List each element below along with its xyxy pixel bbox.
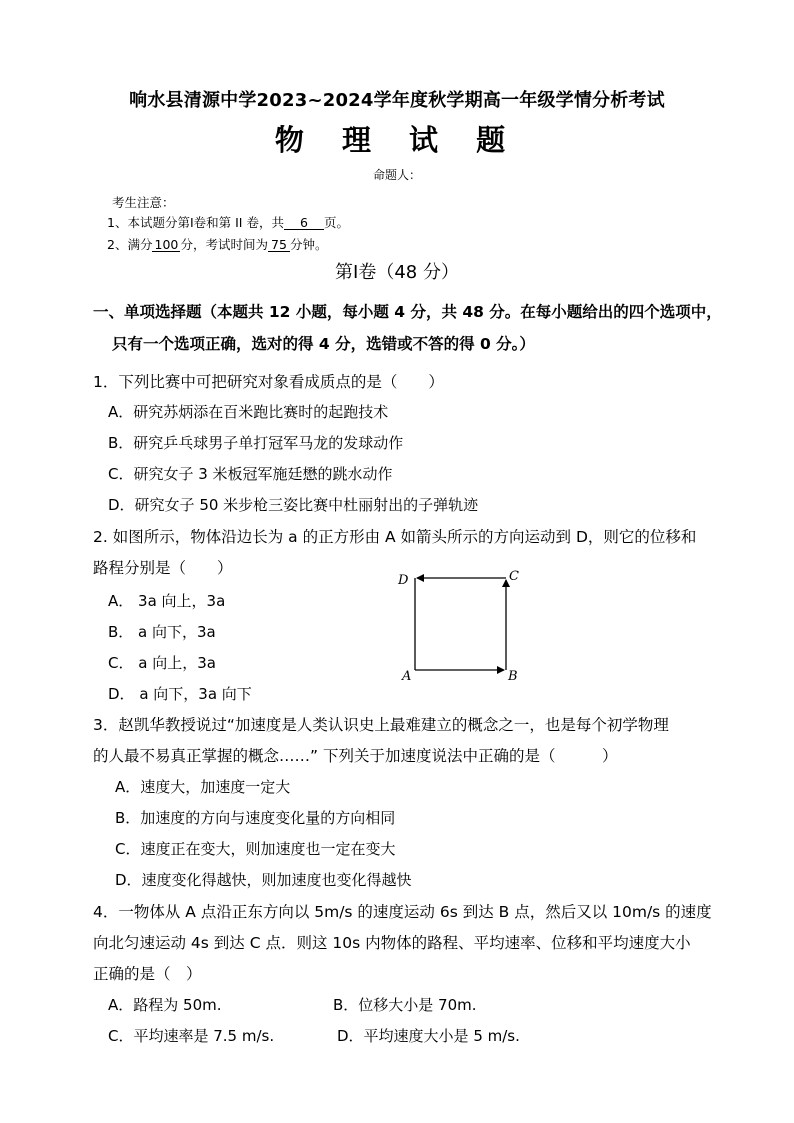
notes-line-1-post: 页。 (323, 215, 349, 230)
vertex-label-b: B (508, 669, 518, 684)
notes-line-2-pre: 2、满分 (107, 237, 153, 252)
question-3-option-d: D．速度变化得越快，则加速度也变化得越快 (115, 871, 412, 889)
notes-line-2 (107, 235, 327, 253)
author-line: 命题人： (372, 168, 421, 182)
notes-line-1 (107, 213, 349, 231)
question-2-option-c: C． a 向上，3a (108, 654, 216, 672)
vertex-label-a: A (402, 669, 412, 684)
question-4-option-a: A．路程为 50m. (108, 996, 222, 1014)
question-1-option-a: A．研究苏炳添在百米跑比赛时的起跑技术 (108, 403, 389, 421)
notes-line-2-post: 分钟。 (289, 237, 328, 252)
vertex-label-d: D (398, 573, 409, 588)
question-4-stem-line-2: 向北匀速运动 4s 到达 C 点．则这 10s 内物体的路程、平均速率、位移和平均速度大小 (93, 934, 691, 952)
notes-line-1-pre: 1、本试题分第Ⅰ卷和第 II 卷，共 (107, 215, 284, 230)
full-score-value: 100 (152, 238, 180, 252)
question-3-option-c: C．速度正在变大，则加速度也一定在变大 (115, 840, 396, 858)
square-path-diagram (390, 564, 530, 686)
page-count-value: 6 (284, 216, 324, 230)
notes-line-2-mid: 分，考试时间为 (180, 237, 268, 252)
question-2-option-d: D． a 向下，3a 向下 (108, 685, 252, 703)
question-2-stem-line-2: 路程分别是（ ） (93, 559, 233, 577)
question-4-option-b: B．位移大小是 70m. (333, 996, 477, 1014)
question-4-stem-line-1: 4．一物体从 A 点沿正东方向以 5m/s 的速度运动 6s 到达 B 点，然后又以 10m/s 的速度 (93, 903, 712, 921)
section-instruction-line-2: 只有一个选项正确，选对的得 4 分，选错或不答的得 0 分。） (112, 335, 535, 353)
notes-heading: 考生注意： (112, 195, 175, 210)
section-title: 第Ⅰ卷（48 分） (335, 262, 459, 283)
question-3-stem-line-1: 3．赵凯华教授说过“加速度是人类认识史上最难建立的概念之一，也是每个初学物理 (93, 716, 669, 734)
section-instruction-line-1: 一、单项选择题（本题共 12 小题，每小题 4 分，共 48 分。在每小题给出的四个选项中， (93, 303, 722, 321)
time-limit-value: 75 (268, 238, 290, 252)
question-4-stem-line-3: 正确的是（ ） (93, 965, 202, 983)
question-4-option-c: C．平均速率是 7.5 m/s. (108, 1027, 275, 1045)
question-1-option-c: C．研究女子 3 米板冠军施廷懋的跳水动作 (108, 465, 393, 483)
vertex-label-c: C (509, 569, 519, 584)
question-1-option-d: D．研究女子 50 米步枪三姿比赛中杜丽射出的子弹轨迹 (108, 496, 479, 514)
question-3-stem-line-2: 的人最不易真正掌握的概念……” 下列关于加速度说法中正确的是（ ） (93, 747, 618, 765)
question-4-option-d: D．平均速度大小是 5 m/s. (337, 1027, 520, 1045)
exam-title: 响水县清源中学2023~2024学年度秋学期高一年级学情分析考试 (129, 90, 665, 111)
question-2-stem-line-1: 2. 如图所示，物体沿边长为 a 的正方形由 A 如箭头所示的方向运动到 D，则它的位移和 (93, 528, 697, 546)
question-1-option-b: B．研究乒乓球男子单打冠军马龙的发球动作 (108, 434, 404, 452)
exam-subject-title: 物 理 试 题 (274, 123, 520, 157)
question-1-stem: 1．下列比赛中可把研究对象看成质点的是（ ） (93, 373, 444, 391)
question-2-option-a: A． 3a 向上，3a (108, 592, 226, 610)
question-2-option-b: B． a 向下，3a (108, 623, 216, 641)
question-3-option-b: B．加速度的方向与速度变化量的方向相同 (115, 809, 396, 827)
question-3-option-a: A．速度大，加速度一定大 (115, 778, 291, 796)
